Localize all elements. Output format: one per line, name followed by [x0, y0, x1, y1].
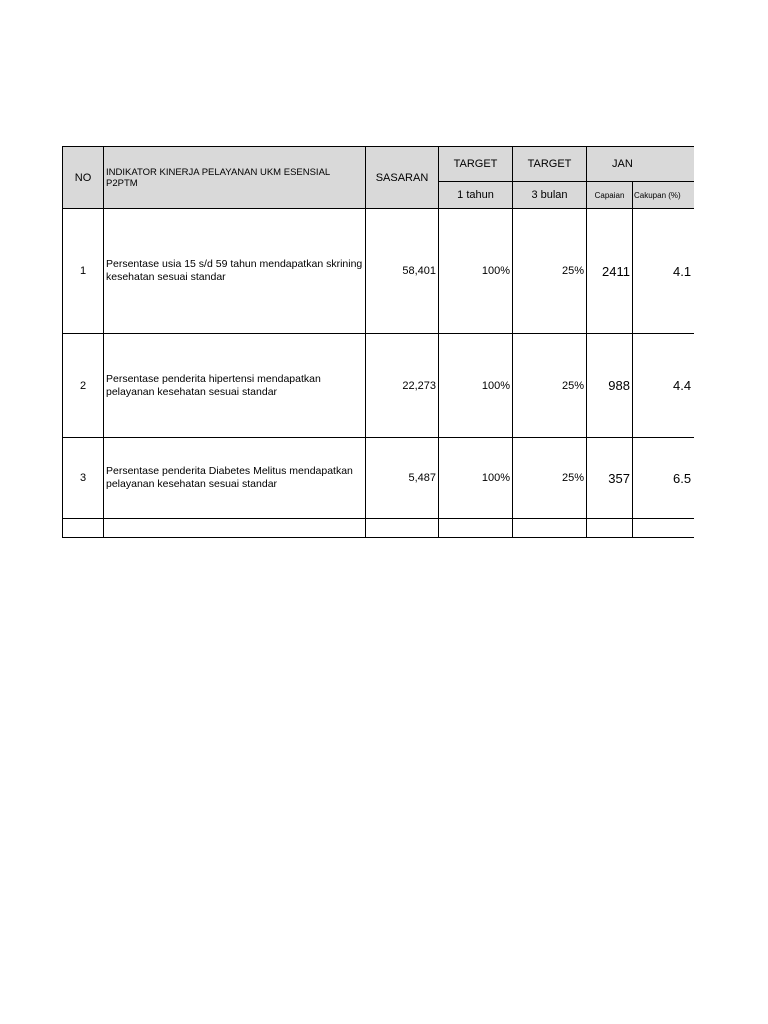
empty-cell	[366, 519, 439, 538]
table-header	[63, 147, 695, 209]
empty-cell	[104, 519, 366, 538]
table-row	[63, 438, 695, 519]
row-indikator: Persentase usia 15 s/d 59 tahun mendapatkan skrining kesehatan sesuai standar	[104, 209, 366, 334]
row-sasaran: 5,487	[366, 438, 439, 519]
header-cakupan: Cakupan (%)	[633, 182, 695, 209]
table-row	[63, 209, 695, 334]
header-no: NO	[63, 147, 104, 209]
row-capaian: 2411	[587, 209, 633, 334]
header-target-2: TARGET	[513, 147, 587, 182]
empty-cell	[513, 519, 587, 538]
indicator-table	[62, 146, 694, 538]
header-target-1-sub: 1 tahun	[439, 182, 513, 209]
row-target-tahun: 100%	[439, 209, 513, 334]
header-target-2-sub: 3 bulan	[513, 182, 587, 209]
row-no: 3	[63, 438, 104, 519]
row-sasaran: 22,273	[366, 334, 439, 438]
row-target-tahun: 100%	[439, 438, 513, 519]
header-target-1: TARGET	[439, 147, 513, 182]
header-month-label: JAN	[612, 158, 633, 170]
row-target-tahun: 100%	[439, 334, 513, 438]
row-target-bulan: 25%	[513, 334, 587, 438]
indicator-table-viewport	[62, 146, 694, 541]
row-cakupan: 4.1	[633, 209, 695, 334]
header-sasaran: SASARAN	[366, 147, 439, 209]
empty-cell	[63, 519, 104, 538]
header-capaian: Capaian	[587, 182, 633, 209]
empty-cell	[587, 519, 633, 538]
row-cakupan: 4.4	[633, 334, 695, 438]
row-indikator: Persentase penderita hipertensi mendapatkan pelayanan kesehatan sesuai standar	[104, 334, 366, 438]
row-capaian: 357	[587, 438, 633, 519]
row-no: 2	[63, 334, 104, 438]
row-indikator: Persentase penderita Diabetes Melitus mendapatkan pelayanan kesehatan sesuai standar	[104, 438, 366, 519]
table-row	[63, 334, 695, 438]
empty-cell	[439, 519, 513, 538]
row-cakupan: 6.5	[633, 438, 695, 519]
row-capaian: 988	[587, 334, 633, 438]
empty-cell	[633, 519, 695, 538]
row-sasaran: 58,401	[366, 209, 439, 334]
header-month	[587, 147, 695, 182]
table-row-empty	[63, 519, 695, 538]
row-target-bulan: 25%	[513, 438, 587, 519]
row-no: 1	[63, 209, 104, 334]
header-indikator: INDIKATOR KINERJA PELAYANAN UKM ESENSIAL P2PTM	[104, 147, 366, 209]
table-body	[63, 209, 695, 538]
row-target-bulan: 25%	[513, 209, 587, 334]
